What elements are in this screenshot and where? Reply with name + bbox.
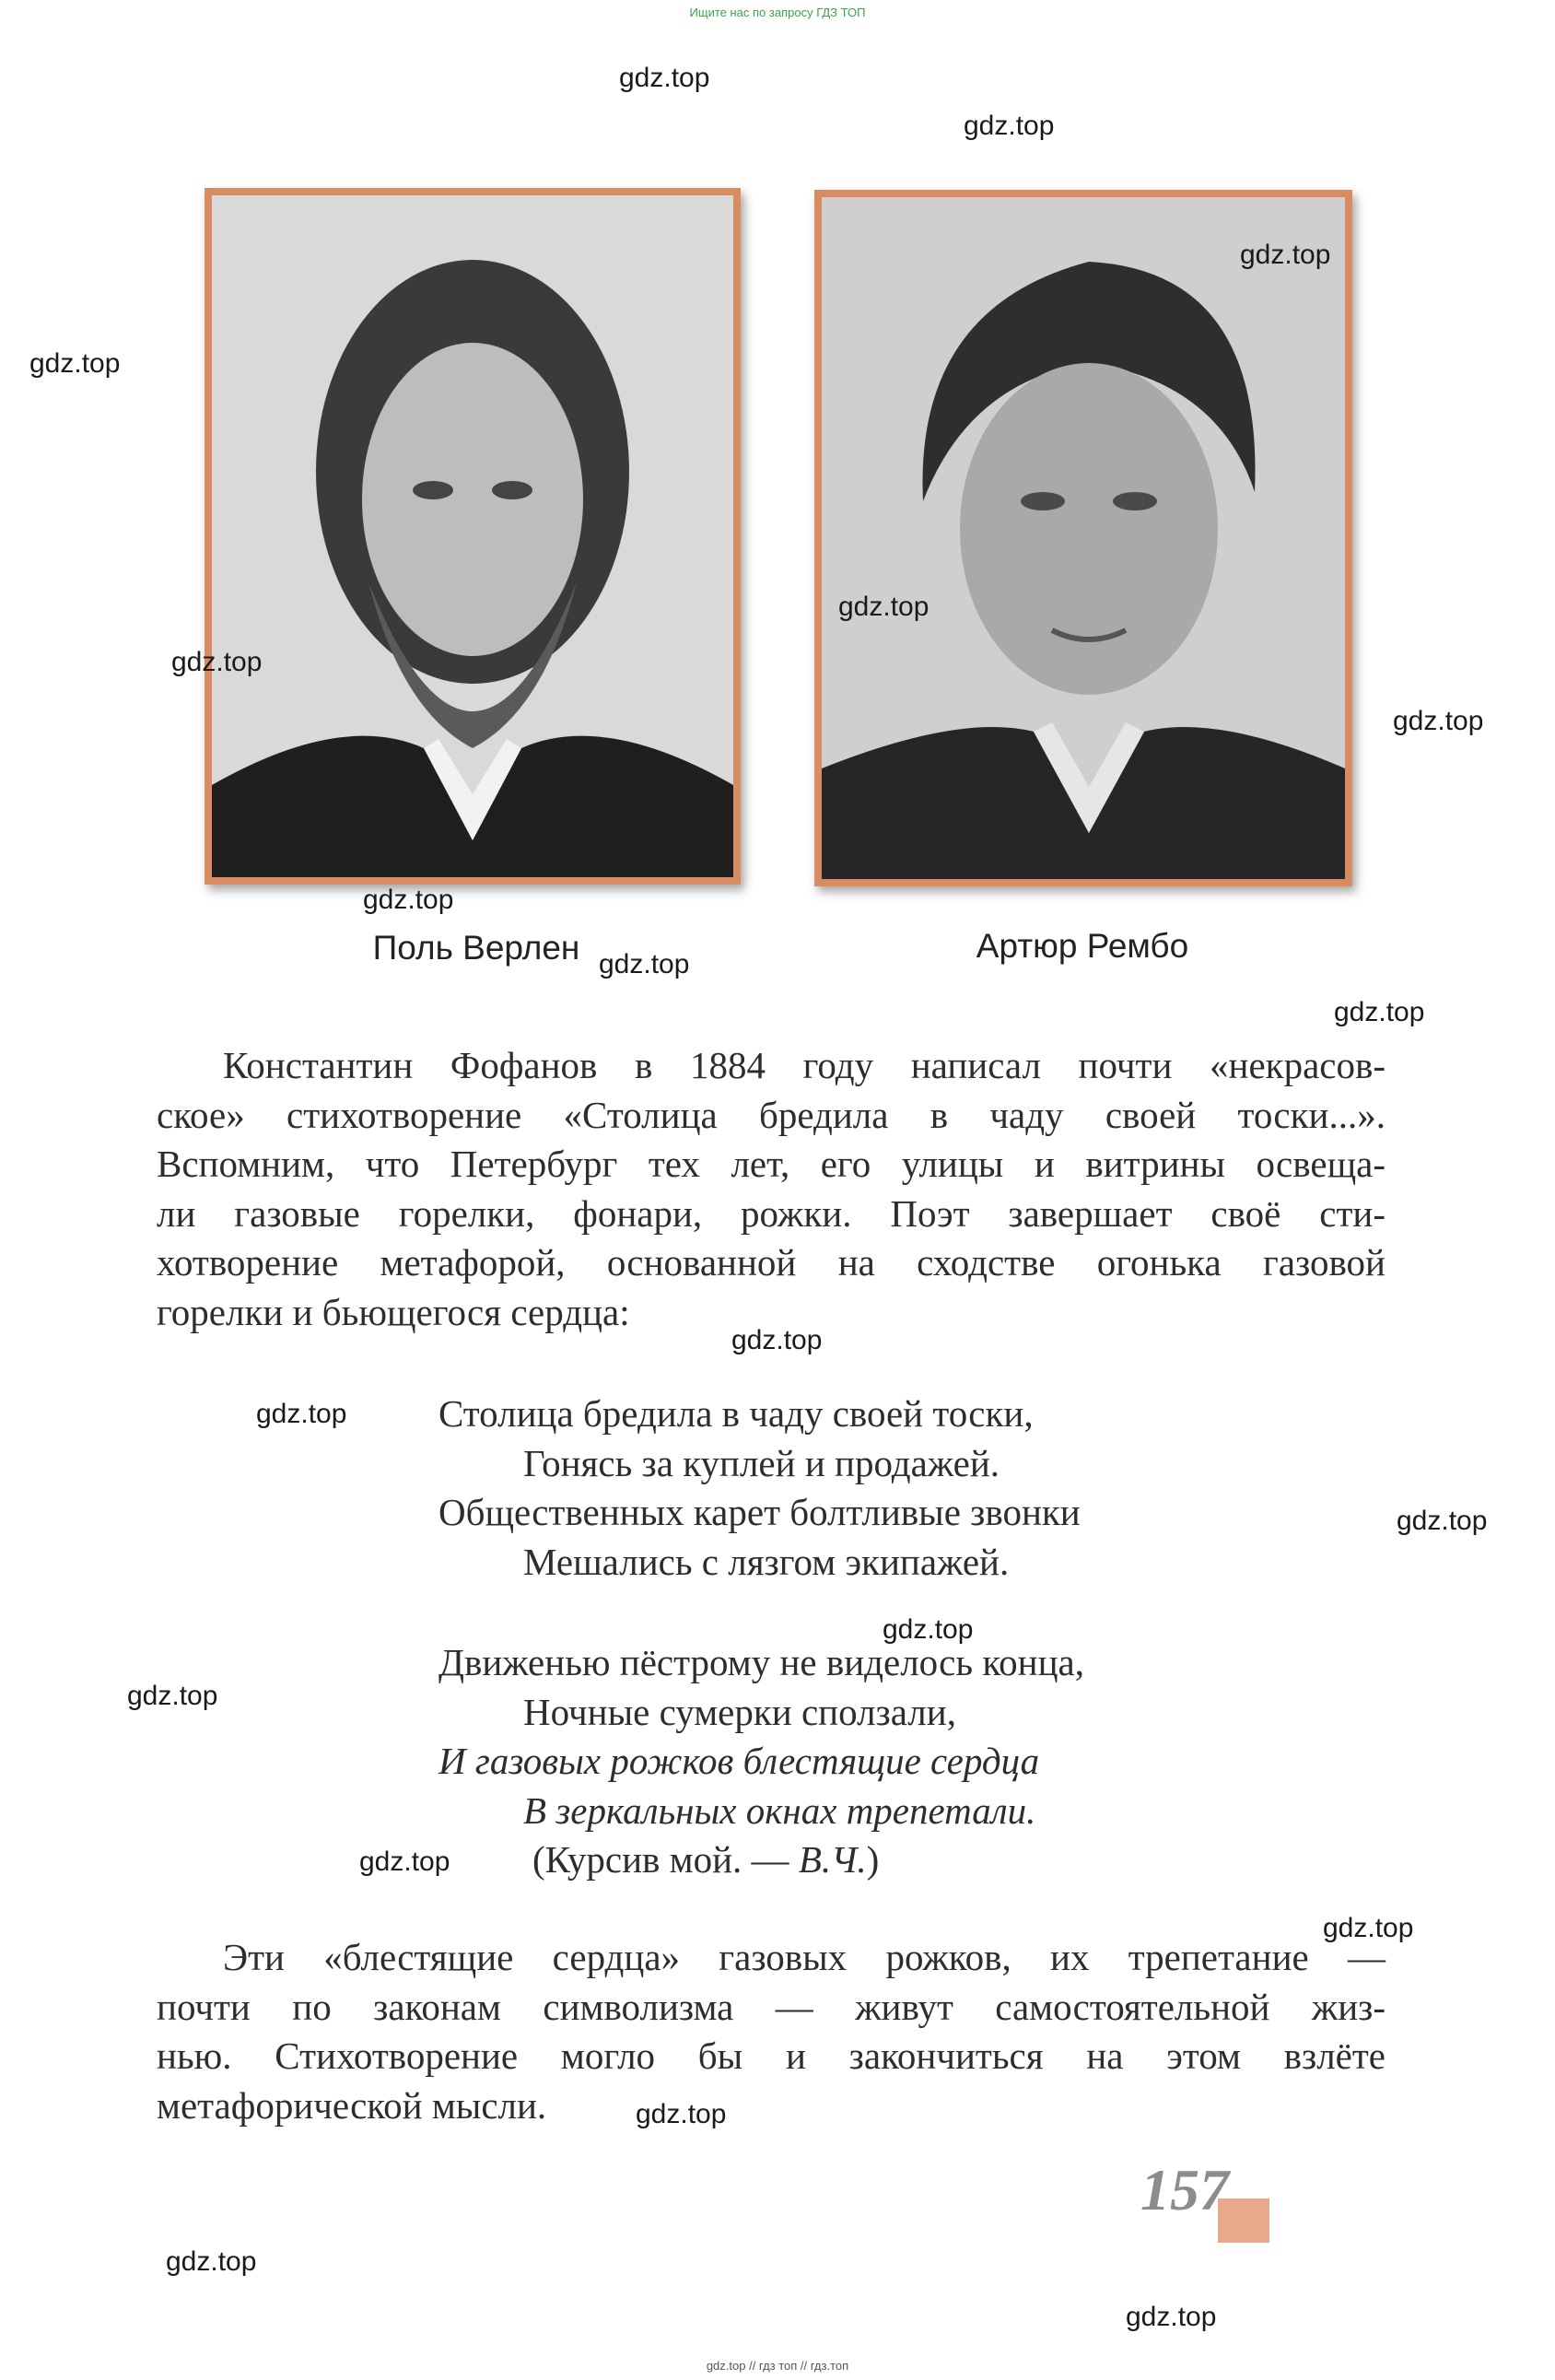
paragraph-line: горелки и бьющегося сердца: [157,1290,630,1333]
portrait-rimbaud [814,190,1352,886]
watermark: gdz.top [731,1325,823,1355]
watermark: gdz.top [127,1681,218,1711]
watermark: gdz.top [964,111,1055,141]
portrait-verlaine-image [212,195,733,877]
watermark: gdz.top [1126,2302,1217,2332]
page-number: 157 [1140,2157,1229,2222]
poem-line: Мешались с лязгом экипажей. [523,1540,1010,1583]
author-note [438,1835,1084,1885]
poem-stanza-1 [438,1389,1081,1587]
caption-rimbaud: Артюр Рембо [976,927,1189,965]
paragraph-line: нью. Стихотворение могло бы и закончиться на этом взлёте [157,2034,1385,2077]
poem-line-italic: И газовых рожков блестящие сердца [438,1740,1040,1782]
poem-line: Движенью пёстрому не виделось конца, [438,1641,1084,1683]
watermark: gdz.top [359,1847,450,1877]
paragraph-line: ли газовые горелки, фонари, рожки. Поэт завершает своё сти- [157,1191,1385,1235]
watermark: gdz.top [1240,240,1331,270]
poem-line: Общественных карет болтливые звонки [438,1491,1081,1533]
poem-line: Ночные сумерки сползали, [523,1690,956,1733]
author-note-text: (Курсив мой. — [532,1838,799,1881]
author-initials: В.Ч. [798,1838,867,1881]
paragraph-line: Эти «блестящие сердца» газовых рожков, их трепетание — [223,1936,1385,1978]
watermark: gdz.top [636,2099,727,2129]
paragraph-line: хотворение метафорой, основанной на сходстве огонька газовой [157,1241,1385,1284]
watermark: gdz.top [171,647,263,677]
portrait-verlaine [205,188,741,885]
paragraph-2 [157,1933,1385,2130]
watermark: gdz.top [619,63,710,93]
caption-verlaine: Поль Верлен [372,929,580,967]
watermark: gdz.top [29,348,121,379]
watermark: gdz.top [1334,997,1425,1027]
poem-stanza-2 [438,1638,1084,1885]
paragraph-line: почти по законам символизма — живут самостоятельной жиз- [157,1985,1385,2028]
watermark: gdz.top [166,2246,257,2277]
watermark: gdz.top [1323,1913,1414,1943]
poem-line-italic: В зеркальных окнах трепетали. [523,1788,1036,1832]
author-note-end: ) [866,1838,880,1881]
header-note: Ищите нас по запросу ГДЗ ТОП [689,6,866,19]
watermark: gdz.top [838,592,929,622]
footer-note: gdz.top // гдз топ // гдз.топ [706,2359,849,2373]
paragraph-line: Константин Фофанов в 1884 году написал почти «некрасов- [223,1044,1385,1086]
watermark: gdz.top [599,949,690,979]
poem-line: Столица бредила в чаду своей тоски, [438,1392,1034,1435]
paragraph-1 [157,1041,1385,1337]
watermark: gdz.top [1393,706,1484,736]
poem-line: Гонясь за куплей и продажей. [523,1441,1000,1484]
watermark: gdz.top [1397,1506,1488,1536]
paragraph-line: ское» стихотворение «Столица бредила в чаду своей тоски...». [157,1093,1385,1136]
watermark: gdz.top [363,885,454,915]
watermark: gdz.top [256,1399,347,1429]
paragraph-line: Вспомним, что Петербург тех лет, его улицы и витрины освеща- [157,1143,1385,1185]
watermark: gdz.top [883,1614,974,1645]
portrait-rimbaud-image [822,197,1345,879]
paragraph-line: метафорической мысли. [157,2083,547,2127]
